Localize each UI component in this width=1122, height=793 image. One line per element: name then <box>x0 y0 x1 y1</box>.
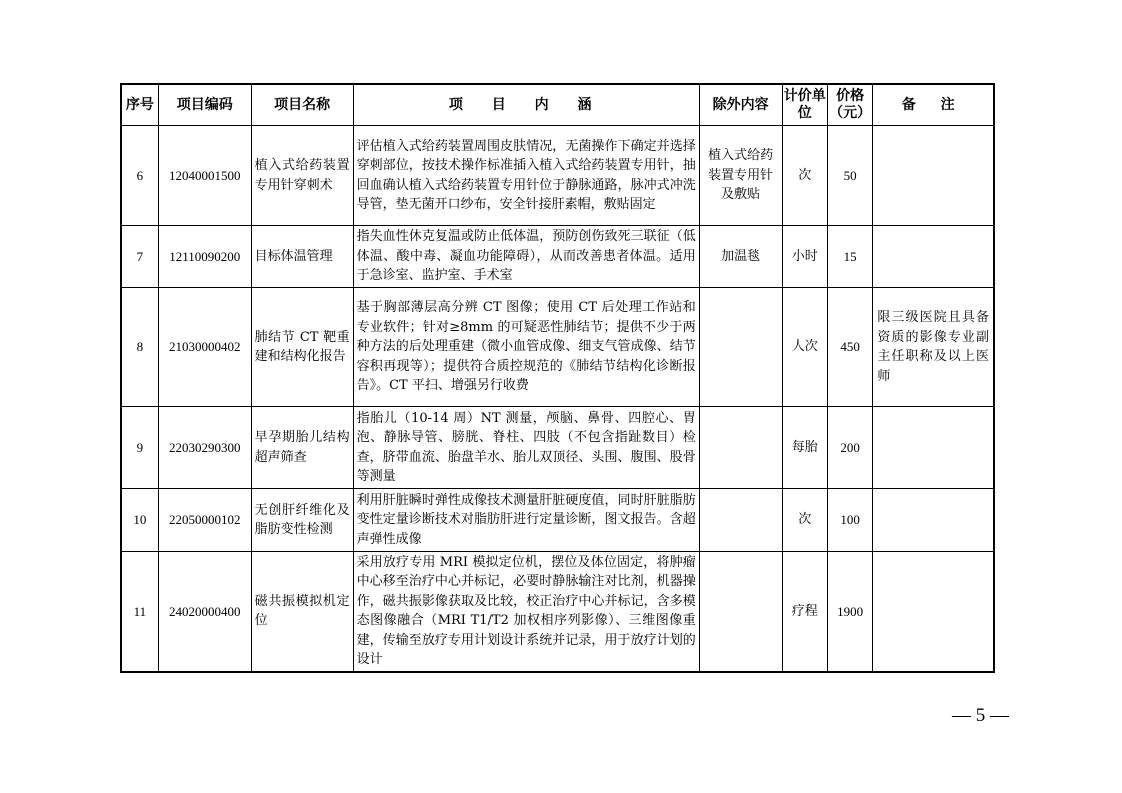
cell-unit: 小时 <box>782 226 827 288</box>
header-seq: 序号 <box>121 84 158 126</box>
cell-name: 目标体温管理 <box>251 226 353 288</box>
cell-price: 1900 <box>827 552 872 672</box>
cell-seq: 8 <box>121 288 158 407</box>
cell-price: 50 <box>827 126 872 226</box>
cell-seq: 7 <box>121 226 158 288</box>
header-name: 项目名称 <box>251 84 353 126</box>
cell-code: 21030000402 <box>158 288 251 407</box>
cell-unit: 人次 <box>782 288 827 407</box>
pricing-table <box>120 83 995 673</box>
cell-content: 指胎儿（10-14 周）NT 测量，颅脑、鼻骨、四腔心、胃泡、静脉导管、膀胱、脊柱、四肢（不包含指趾数目）检查，脐带血流、胎盘羊水、胎儿双顶径、头围、腹围、股骨等测量 <box>353 407 699 489</box>
cell-price: 15 <box>827 226 872 288</box>
cell-name: 肺结节 CT 靶重建和结构化报告 <box>251 288 353 407</box>
cell-name: 早孕期胎儿结构超声筛查 <box>251 407 353 489</box>
cell-exclusions <box>699 552 782 672</box>
header-exclusions: 除外内容 <box>699 84 782 126</box>
cell-content: 利用肝脏瞬时弹性成像技术测量肝脏硬度值，同时肝脏脂肪变性定量诊断技术对脂肪肝进行定量诊断，图文报告。含超声弹性成像 <box>353 489 699 552</box>
cell-unit: 每胎 <box>782 407 827 489</box>
cell-content: 评估植入式给药装置周围皮肤情况，无菌操作下确定并选择穿刺部位，按技术操作标准插入植入式给药装置专用针，抽回血确认植入式给药装置专用针位于静脉通路，脉冲式冲洗导管，垫无菌开口纱布，安全针接肝素帽，敷贴固定 <box>353 126 699 226</box>
header-remarks: 备 注 <box>873 84 994 126</box>
cell-remarks: 限三级医院且具备资质的影像专业副主任职称及以上医师 <box>873 288 994 407</box>
cell-price: 450 <box>827 288 872 407</box>
table-row <box>121 226 994 288</box>
cell-code: 24020000400 <box>158 552 251 672</box>
table-header-row <box>121 84 994 126</box>
cell-content: 基于胸部薄层高分辨 CT 图像；使用 CT 后处理工作站和专业软件；针对≥8mm 的可疑恶性肺结节；提供不少于两种方法的后处理重建（微小血管成像、细支气管成像、结节容积再现等）；提供符合质控规范的《肺结节结构化诊断报告》。CT 平扫、增强另行收费 <box>353 288 699 407</box>
cell-name: 磁共振模拟机定位 <box>251 552 353 672</box>
cell-name: 无创肝纤维化及脂肪变性检测 <box>251 489 353 552</box>
header-content: 项 目 内 涵 <box>353 84 699 126</box>
cell-seq: 6 <box>121 126 158 226</box>
table-row <box>121 407 994 489</box>
cell-content: 采用放疗专用 MRI 模拟定位机，摆位及体位固定，将肿瘤中心移至治疗中心并标记，必要时静脉输注对比剂，机器操作，磁共振影像获取及比较，校正治疗中心并标记，含多模态图像融合（MRI T1/T2 加权相序列影像）、三维图像重建，传输至放疗专用计划设计系统并记录，用于放疗计划的设计 <box>353 552 699 672</box>
cell-remarks <box>873 126 994 226</box>
cell-unit: 疗程 <box>782 552 827 672</box>
header-price: 价格（元） <box>827 84 872 126</box>
cell-seq: 9 <box>121 407 158 489</box>
table-row <box>121 288 994 407</box>
cell-code: 12110090200 <box>158 226 251 288</box>
cell-exclusions: 植入式给药装置专用针及敷贴 <box>699 126 782 226</box>
cell-exclusions <box>699 407 782 489</box>
cell-unit: 次 <box>782 489 827 552</box>
cell-code: 22050000102 <box>158 489 251 552</box>
table-row <box>121 126 994 226</box>
header-code: 项目编码 <box>158 84 251 126</box>
cell-exclusions: 加温毯 <box>699 226 782 288</box>
cell-code: 12040001500 <box>158 126 251 226</box>
cell-name: 植入式给药装置专用针穿刺术 <box>251 126 353 226</box>
cell-remarks <box>873 552 994 672</box>
table-row <box>121 489 994 552</box>
cell-seq: 10 <box>121 489 158 552</box>
header-unit: 计价单位 <box>782 84 827 126</box>
table-row <box>121 552 994 672</box>
page-number: — 5 — <box>952 705 1009 726</box>
cell-price: 200 <box>827 407 872 489</box>
cell-code: 22030290300 <box>158 407 251 489</box>
cell-seq: 11 <box>121 552 158 672</box>
cell-price: 100 <box>827 489 872 552</box>
cell-exclusions <box>699 288 782 407</box>
cell-exclusions <box>699 489 782 552</box>
cell-remarks <box>873 226 994 288</box>
cell-content: 指失血性休克复温或防止低体温，预防创伤致死三联征（低体温、酸中毒、凝血功能障碍），从而改善患者体温。适用于急诊室、监护室、手术室 <box>353 226 699 288</box>
cell-unit: 次 <box>782 126 827 226</box>
cell-remarks <box>873 489 994 552</box>
cell-remarks <box>873 407 994 489</box>
